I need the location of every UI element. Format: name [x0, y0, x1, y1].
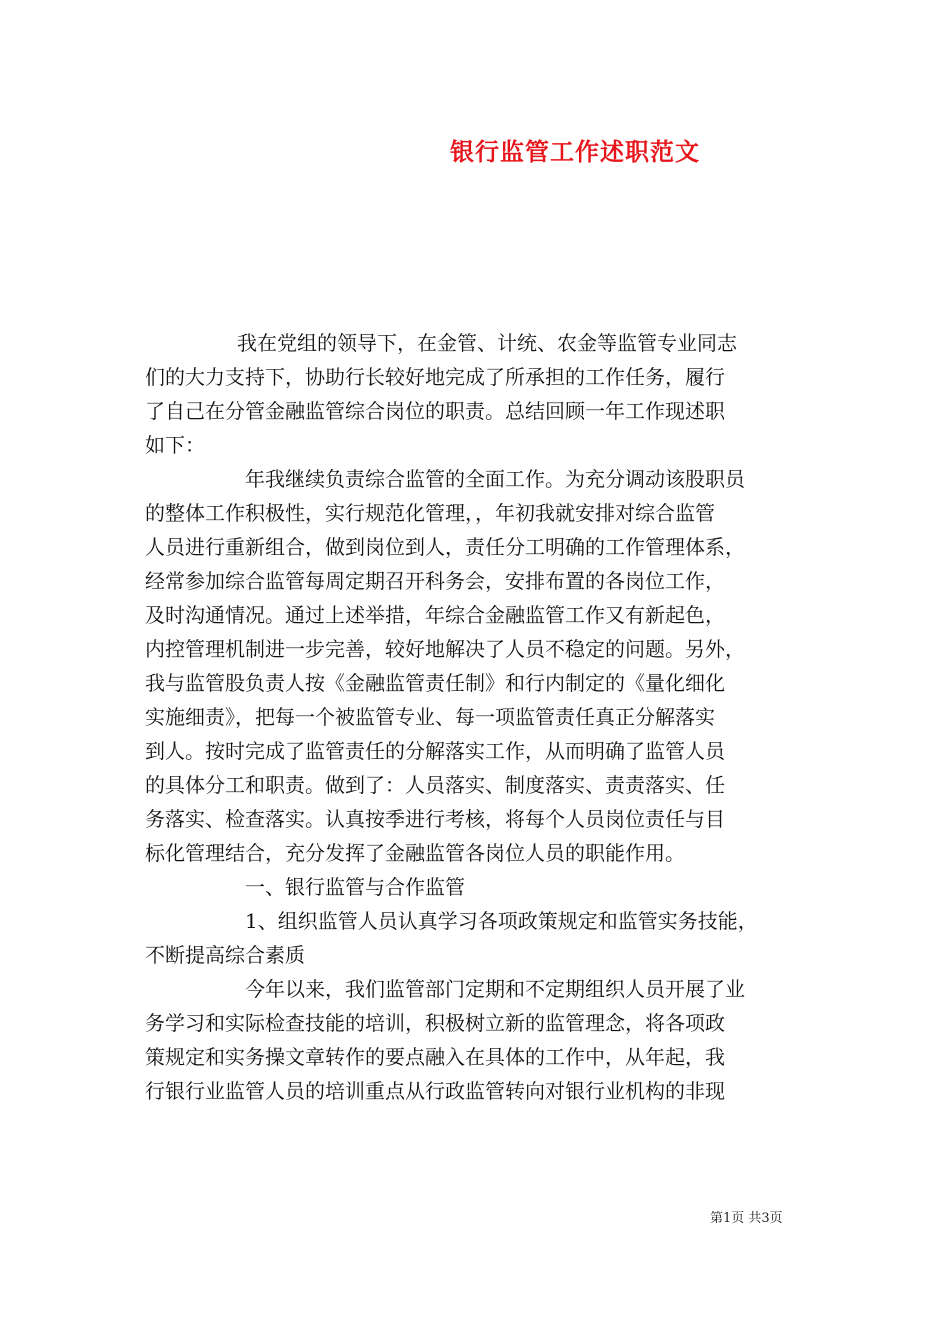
page-number: 第1页 共3页 [710, 1211, 783, 1226]
paragraph-line: 我在党组的领导下，在金管、计统、农金等监管专业同志 [237, 331, 737, 355]
paragraph-line: 了自己在分管金融监管综合岗位的职责。总结回顾一年工作现述职 [145, 399, 725, 423]
paragraph-line: 的整体工作积极性，实行规范化管理，，年初我就安排对综合监管 [145, 501, 715, 525]
paragraph-line: 们的大力支持下，协助行长较好地完成了所承担的工作任务，履行 [145, 365, 725, 389]
paragraph-line: 到人。按时完成了监管责任的分解落实工作，从而明确了监管人员 [145, 739, 725, 763]
paragraph-line: 经常参加综合监管每周定期召开科务会，安排布置的各岗位工作， [145, 569, 725, 593]
paragraph-line: 内控管理机制进一步完善，较好地解决了人员不稳定的问题。另外， [145, 637, 745, 661]
paragraph-line: 今年以来，我们监管部门定期和不定期组织人员开展了业 [245, 977, 745, 1001]
paragraph-line: 我与监管股负责人按《金融监管责任制》和行内制定的《量化细化 [145, 671, 725, 695]
paragraph-line: 如下： [145, 433, 205, 457]
section-heading: 一、银行监管与合作监管 [245, 875, 465, 899]
paragraph-line: 策规定和实务操文章转作的要点融入在具体的工作中，从年起，我 [145, 1045, 725, 1069]
document-body [145, 326, 810, 1108]
paragraph-line: 的具体分工和职责。做到了：人员落实、制度落实、责责落实、任 [145, 773, 725, 797]
paragraph-line: 务学习和实际检查技能的培训，积极树立新的监管理念，将各项政 [145, 1011, 725, 1035]
paragraph-line: 实施细责》，把每一个被监管专业、每一项监管责任真正分解落实 [145, 705, 715, 729]
paragraph-line: 行银行业监管人员的培训重点从行政监管转向对银行业机构的非现 [145, 1079, 725, 1103]
paragraph-line: 年我继续负责综合监管的全面工作。为充分调动该股职员 [245, 467, 745, 491]
paragraph-line: 标化管理结合，充分发挥了金融监管各岗位人员的职能作用。 [145, 841, 685, 865]
paragraph-line: 务落实、检查落实。认真按季进行考核，将每个人员岗位责任与目 [145, 807, 725, 831]
paragraph-line: 及时沟通情况。通过上述举措，年综合金融监管工作又有新起色， [145, 603, 725, 627]
subsection-heading: 1、组织监管人员认真学习各项政策规定和监管实务技能， [245, 909, 758, 933]
document-title: 银行监管工作述职范文 [450, 137, 700, 166]
paragraph-line: 人员进行重新组合，做到岗位到人，责任分工明确的工作管理体系， [145, 535, 745, 559]
paragraph-line: 不断提高综合素质 [145, 943, 305, 967]
